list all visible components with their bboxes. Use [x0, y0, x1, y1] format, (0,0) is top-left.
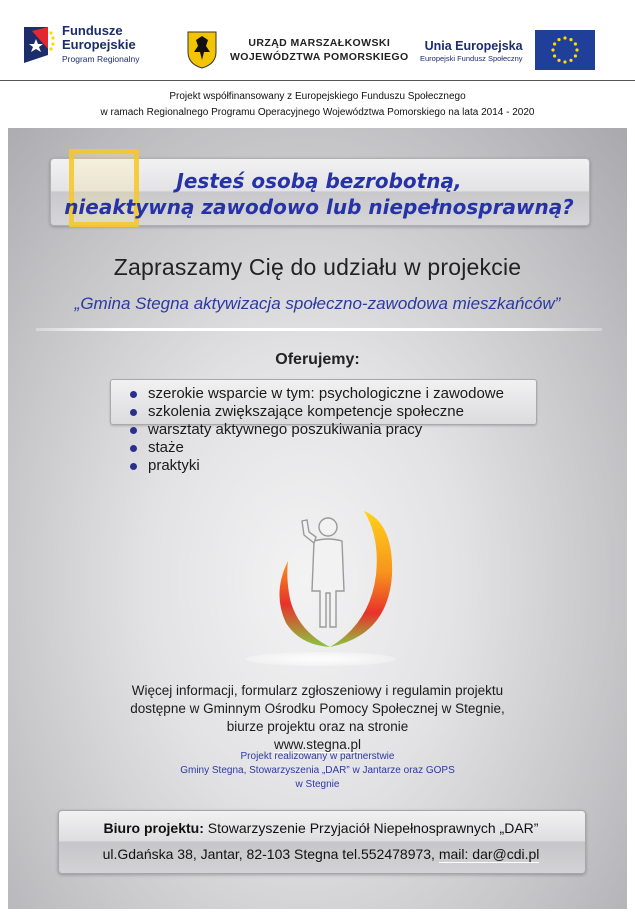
office-label: Biuro projektu:	[103, 820, 204, 836]
ue-logo-line2: Europejski Fundusz Społeczny	[420, 53, 523, 63]
office-line2	[58, 846, 584, 862]
info-line3	[8, 718, 627, 754]
offer-item-label: praktyki	[148, 457, 200, 474]
partners-line1: Projekt realizowany w partnerstwie	[240, 751, 395, 762]
offer-item-label: staże	[148, 439, 184, 456]
offer-item	[130, 403, 504, 421]
offer-item-label: warsztaty aktywnego poszukiwania pracy	[148, 421, 423, 438]
partners-line3: w Stegnie	[295, 779, 340, 790]
offer-list	[130, 385, 504, 475]
bullet-icon	[130, 409, 137, 416]
fe-logo-line3: Program Regionalny	[62, 54, 140, 64]
cofinance-note	[0, 89, 635, 121]
website-link[interactable]: www.stegna.pl	[273, 737, 362, 752]
question-line2: nieaktywną zawodowo lub niepełnosprawną?	[64, 195, 574, 219]
bullet-icon	[130, 427, 137, 434]
more-info	[8, 682, 627, 754]
cofinance-line2: w ramach Regionalnego Programu Operacyjnego Województwa Pomorskiego na lata 2014 - 2020	[100, 107, 535, 118]
info-line1: Więcej informacji, formularz zgłoszeniowy i regulamin projektu	[131, 683, 504, 698]
funds-europe-logo-icon	[24, 25, 56, 65]
header	[0, 0, 635, 80]
unia-europejska-logo	[420, 30, 595, 70]
offer-item	[130, 439, 504, 457]
fundusze-europejskie-logo	[24, 24, 139, 66]
offer-item	[130, 421, 504, 439]
office-mail[interactable]: mail: dar@cdi.pl	[438, 846, 540, 862]
partners-line2: Gminy Stegna, Stowarzyszenia „DAR” w Jantarze oraz GOPS	[180, 765, 455, 776]
cofinance-line1: Projekt współfinansowany z Europejskiego Funduszu Społecznego	[169, 91, 466, 102]
question-heading	[50, 168, 588, 220]
office-line1	[58, 820, 584, 836]
header-divider	[0, 80, 635, 81]
fe-logo-line2: Europejskie	[62, 37, 136, 52]
poster-panel	[8, 128, 627, 909]
ue-logo-line1: Unia Europejska	[424, 38, 523, 53]
offer-item-label: szerokie wsparcie w tym: psychologiczne i zawodowe	[148, 385, 504, 402]
bullet-icon	[130, 391, 137, 398]
figure-shadow	[246, 652, 396, 666]
offer-item-label: szkolenia zwiększające kompetencje społeczne	[148, 403, 464, 420]
offer-item	[130, 385, 504, 403]
info-line3-prefix: biurze projektu oraz na stronie	[226, 719, 409, 734]
office-address: ul.Gdańska 38, Jantar, 82-103 Stegna tel.552478973,	[102, 846, 439, 862]
fe-logo-line1: Fundusze	[62, 23, 123, 38]
partners-note	[8, 750, 627, 792]
project-name: „Gmina Stegna aktywizacja społeczno-zawodowa mieszkańców”	[74, 294, 561, 313]
urzad-marszalkowski-logo	[186, 30, 409, 70]
invite-heading: Zapraszamy Cię do udziału w projekcie	[113, 254, 522, 280]
um-logo-line1: URZĄD MARSZAŁKOWSKI	[248, 37, 391, 49]
offer-title: Oferujemy:	[275, 351, 360, 368]
bullet-icon	[130, 463, 137, 470]
info-line2: dostępne w Gminnym Ośrodku Pomocy Społecznej w Stegnie,	[130, 701, 505, 716]
divider-line	[36, 328, 602, 331]
offer-item	[130, 457, 504, 475]
question-line1: Jesteś osobą bezrobotną,	[176, 169, 462, 193]
eu-flag-icon	[535, 30, 595, 70]
bullet-icon	[130, 445, 137, 452]
office-name: Stowarzyszenie Przyjaciół Niepełnosprawnych „DAR”	[203, 820, 539, 836]
um-logo-line2: WOJEWÓDZTWA POMORSKIEGO	[230, 51, 409, 63]
pomorskie-crest-icon	[186, 30, 218, 70]
person-circle-icon	[266, 503, 396, 653]
